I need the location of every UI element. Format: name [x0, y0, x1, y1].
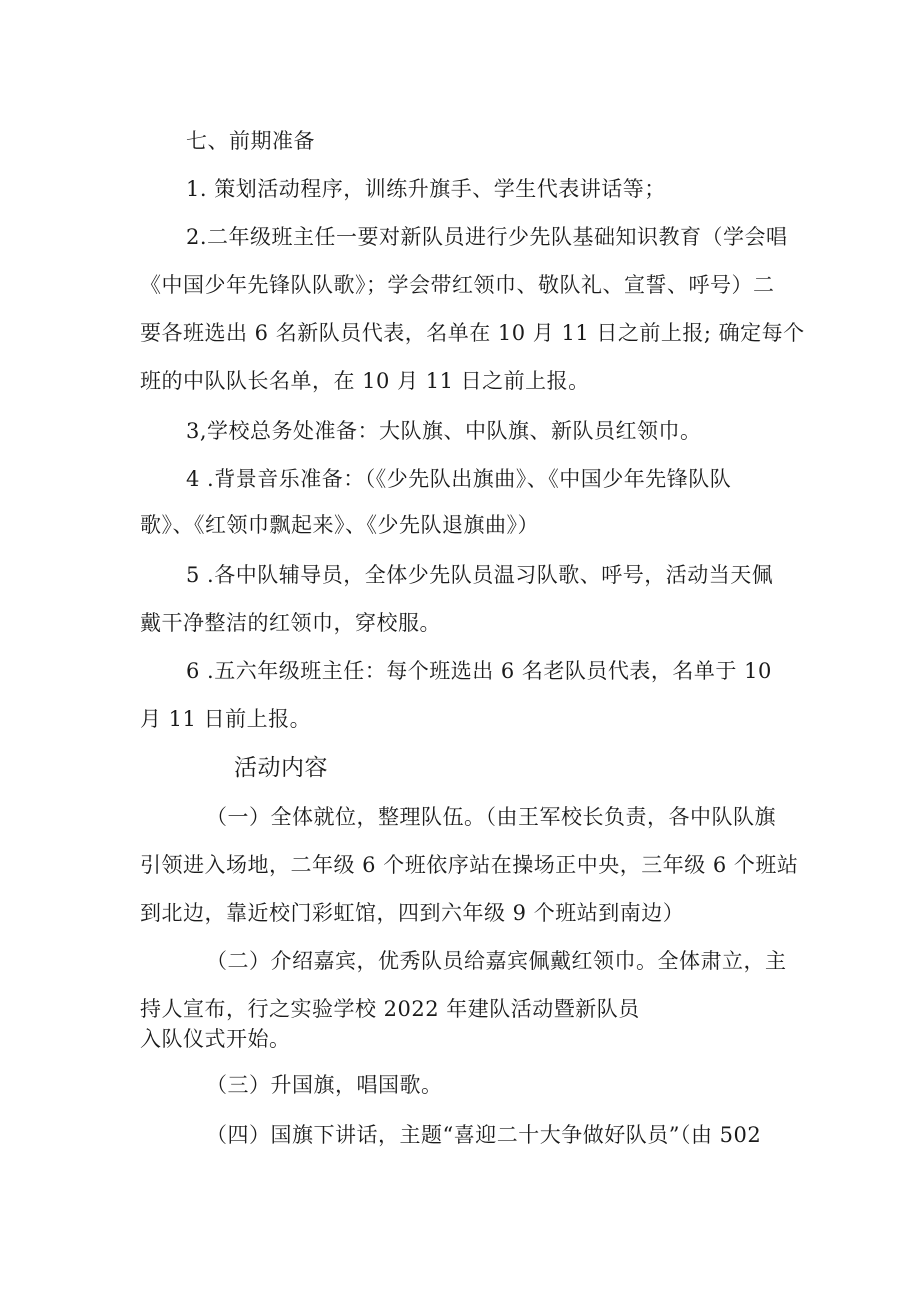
paragraph-line: 引领进入场地，二年级 6 个班依序站在操场正中央，三年级 6 个班站	[140, 853, 799, 877]
paragraph-line: 班的中队队长名单，在 10 月 11 日之前上报。	[140, 369, 590, 393]
paragraph-line: 《中国少年先锋队队歌》；学会带红领巾、敬队礼、宣誓、呼号）二	[140, 273, 775, 297]
paragraph-line: 到北边，靠近校门彩虹馆，四到六年级 9 个班站到南边）	[140, 901, 685, 925]
paragraph-line: 2.二年级班主任一要对新队员进行少先队基础知识教育（学会唱	[186, 225, 788, 249]
section-heading-prep: 七、前期准备	[186, 129, 315, 153]
paragraph-line: 入队仪式开始。	[140, 1027, 291, 1051]
paragraph-line: （二）介绍嘉宾，优秀队员给嘉宾佩戴红领巾。全体肃立，主	[206, 949, 787, 973]
paragraph-line: 1. 策划活动程序，训练升旗手、学生代表讲话等；	[186, 177, 666, 201]
paragraph-line: （一）全体就位，整理队伍。（由王军校长负责，各中队队旗	[206, 805, 776, 829]
section-heading-content: 活动内容	[234, 755, 328, 781]
paragraph-line: 4 .背景音乐准备：（《少先队出旗曲》、《中国少年先锋队队	[186, 467, 732, 491]
paragraph-line: （三）升国旗，唱国歌。	[206, 1073, 443, 1097]
paragraph-line: 5 .各中队辅导员，全体少先队员温习队歌、呼号，活动当天佩	[186, 563, 774, 587]
paragraph-line: 6 .五六年级班主任：每个班选出 6 名老队员代表，名单于 10	[186, 659, 772, 683]
paragraph-line: 3,学校总务处准备：大队旗、中队旗、新队员红领巾。	[186, 419, 702, 443]
paragraph-line: （四）国旗下讲话，主题“喜迎二十大争做好队员”（由 502	[206, 1123, 762, 1147]
paragraph-line: 要各班选出 6 名新队员代表，名单在 10 月 11 日之前上报; 确定每个	[140, 321, 805, 345]
paragraph-line: 歌》、《红领巾飘起来》、《少先队退旗曲》）	[140, 513, 539, 537]
paragraph-line: 戴干净整洁的红领巾，穿校服。	[140, 611, 441, 635]
paragraph-line: 月 11 日前上报。	[140, 707, 312, 731]
paragraph-line: 持人宣布，行之实验学校 2022 年建队活动暨新队员	[140, 997, 640, 1021]
